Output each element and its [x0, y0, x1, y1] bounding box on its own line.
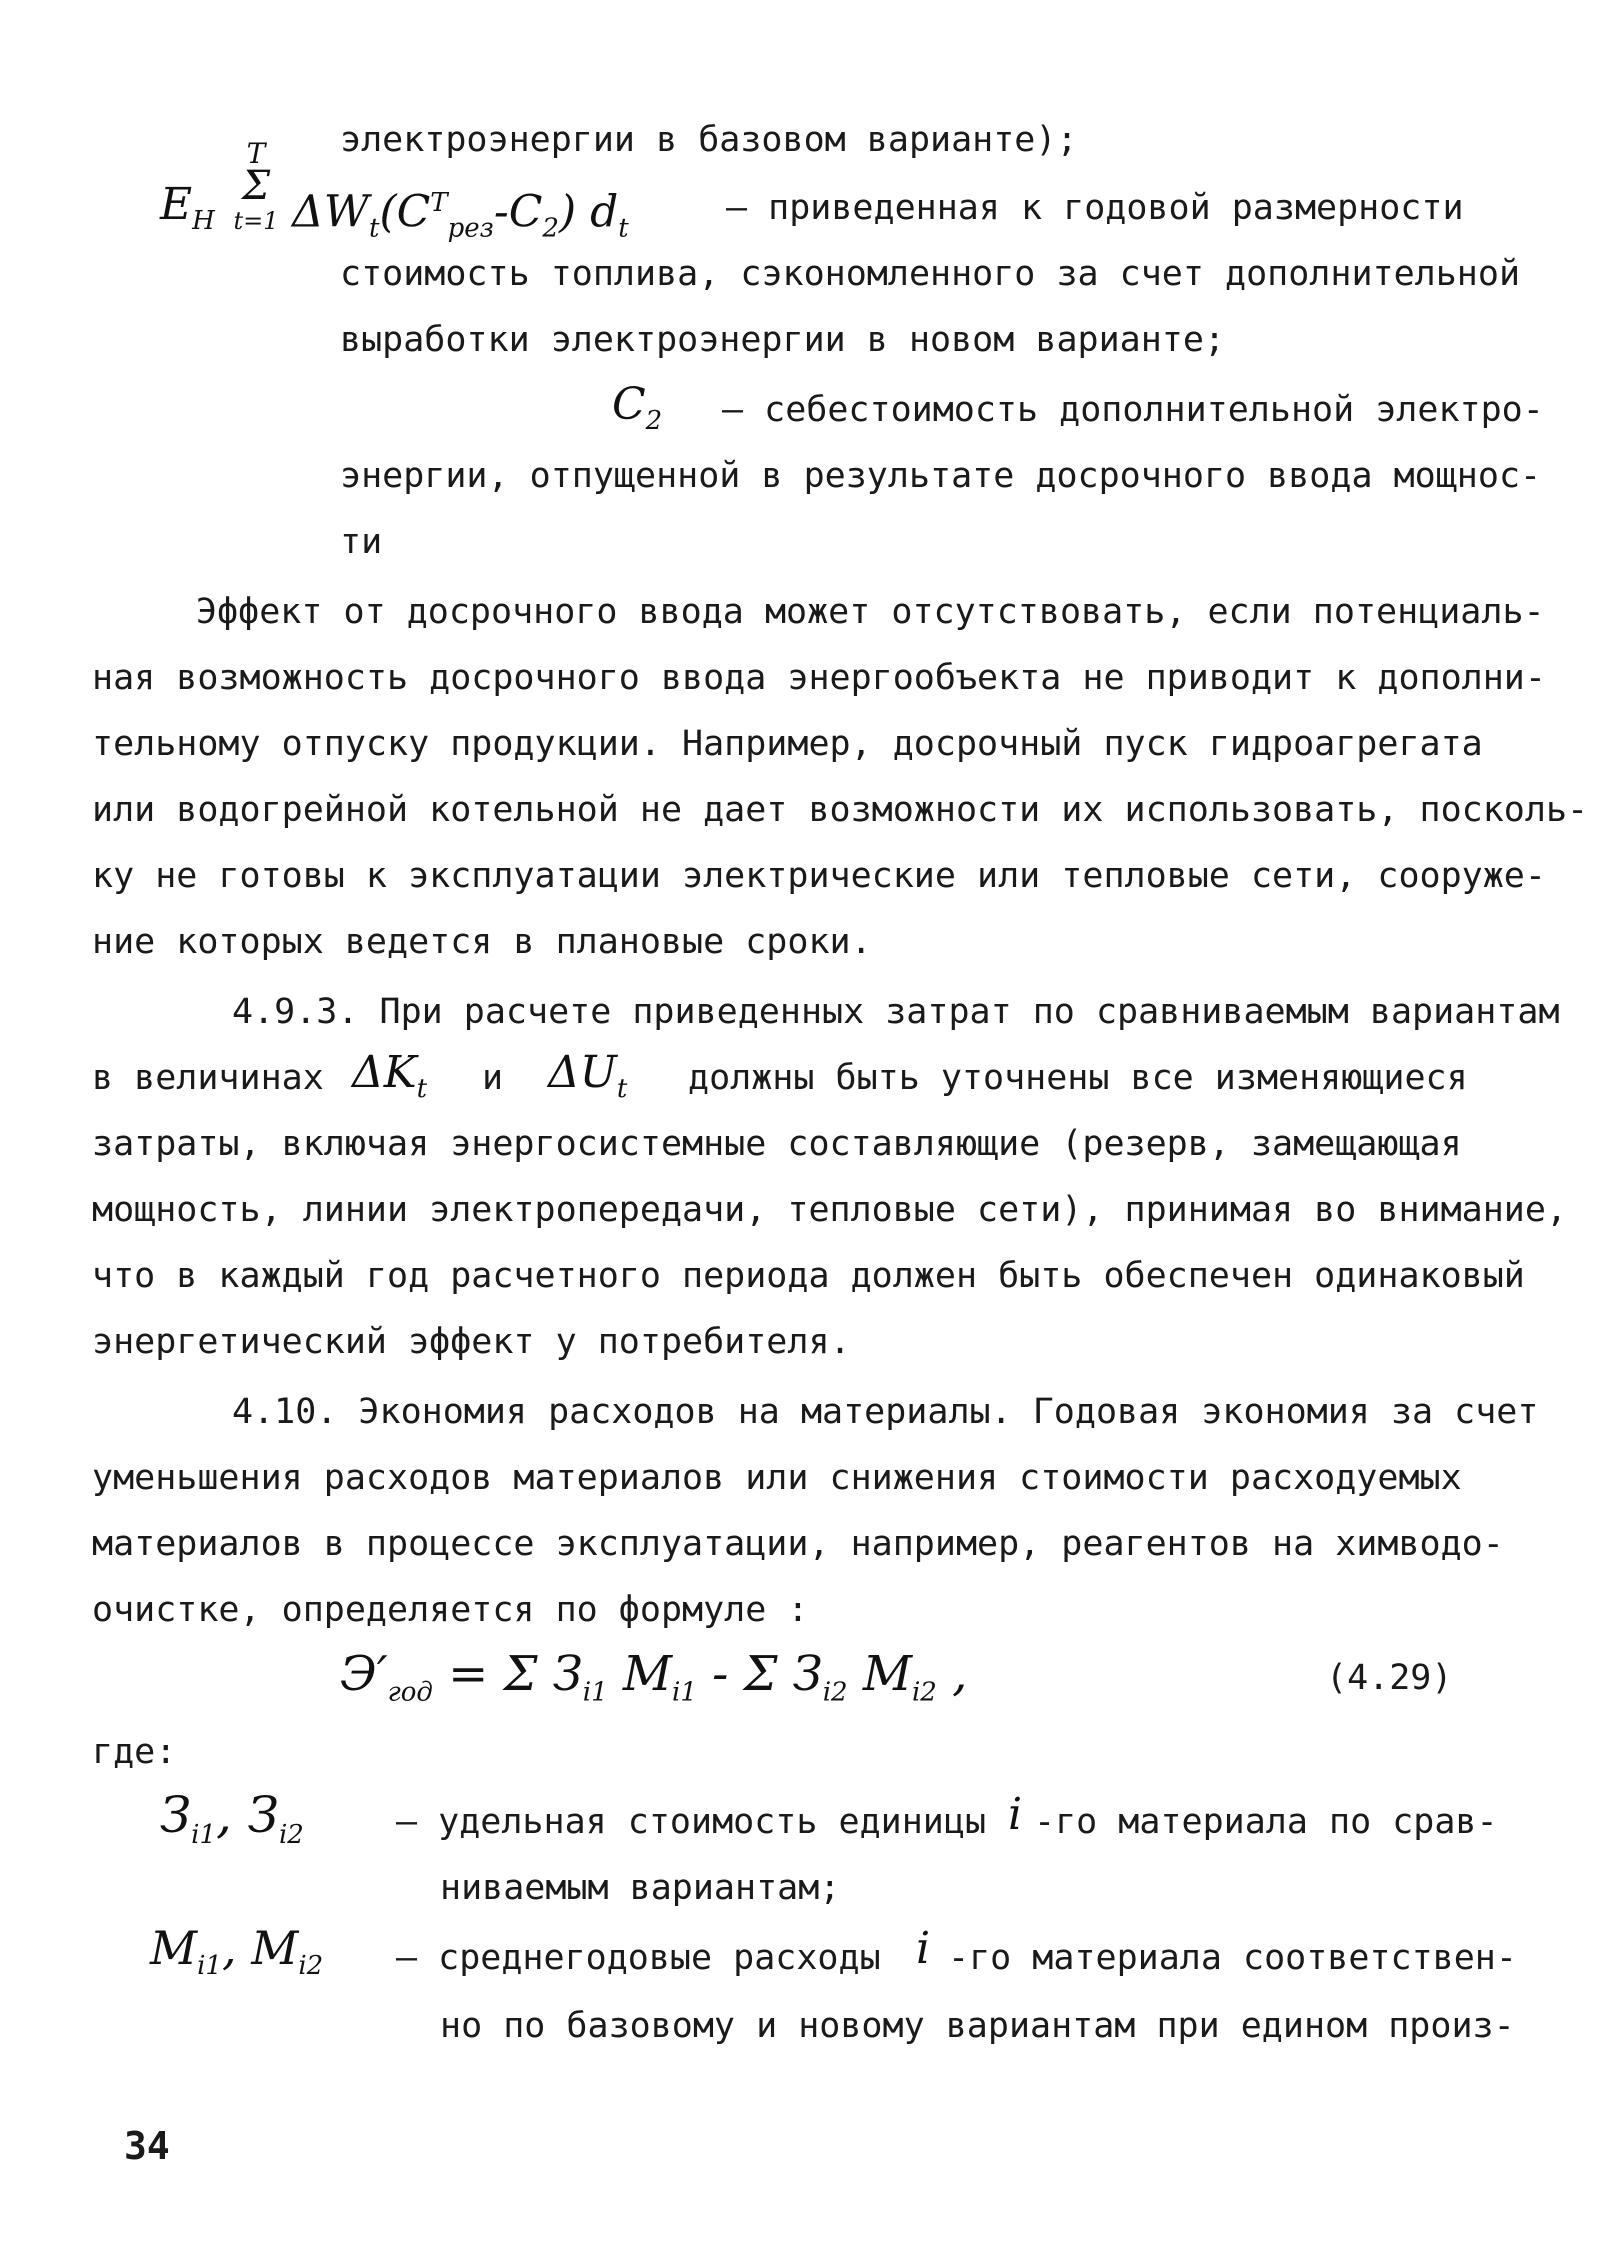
text-line: – удельная стоимость единицы [396, 1802, 987, 1842]
text-line: и [482, 1058, 504, 1098]
page-number: 34 [124, 2124, 170, 2168]
text-line: ти [340, 522, 383, 562]
text-line: стоимость топлива, сэкономленного за счет дополнительной [340, 254, 1521, 294]
text-line: -го материала соответствен- [948, 1938, 1517, 1978]
formula-m-def: $M_{i1}$, $M_{i2}$ [150, 1921, 324, 1982]
equation-4-29: $Э'_{год} = \Sigma$ $З_{i1}$ $M_{i1}$ - Σ $З_{i2}$ $M_{i2}$ , [340, 1646, 968, 1708]
equation-number: (4.29) [1326, 1658, 1453, 1698]
sum-sign: Σ [241, 163, 271, 209]
text-line: что в каждый год расчетного периода должен быть обеспечен одинаковый [92, 1256, 1525, 1296]
text-line: затраты, включая энергосистемные составляющие (резерв, замещающая [92, 1124, 1462, 1164]
formula-du: $\Delta U_t$ [548, 1047, 628, 1104]
formula-en: $E_Н$ [160, 179, 215, 236]
formula-z-def: $З_{i1}$, $З_{i2}$ [160, 1786, 304, 1850]
formula-i: i [916, 1923, 931, 1974]
text-line: энергии, отпущенной в результате досрочного ввода мощнос- [340, 456, 1542, 496]
text-line: материалов в процессе эксплуатации, например, реагентов на химводо- [92, 1524, 1504, 1564]
text-line: но по базовому и новому вариантам при едином произ- [440, 2006, 1515, 2046]
formula-c2: $C_2$ [612, 379, 663, 436]
text-line: ку не готовы к эксплуатации электрические или тепловые сети, сооруже- [92, 856, 1546, 896]
formula-i: i [1008, 1789, 1023, 1840]
text-line: – среднегодовые расходы [396, 1938, 881, 1978]
text-line: уменьшения расходов материалов или снижения стоимости расходуемых [92, 1458, 1462, 1498]
text-line: 4.10. Экономия расходов на материалы. Годовая экономия за счет [232, 1392, 1539, 1432]
text-line: – себестоимость дополнительной электро- [722, 390, 1544, 430]
text-line: ниваемым вариантам; [440, 1868, 841, 1908]
sum-upper-limit: T [246, 137, 266, 170]
text-line: энергетический эффект у потребителя. [92, 1322, 851, 1362]
text-line: или водогрейной котельной не дает возможности их использовать, посколь- [92, 790, 1589, 830]
text-line: должны быть уточнены все изменяющиеся [688, 1058, 1468, 1098]
text-line: ная возможность досрочного ввода энергообъекта не приводит к дополни- [92, 658, 1546, 698]
text-line: в величинах [92, 1058, 324, 1098]
text-line: ние которых ведется в плановые сроки. [92, 922, 872, 962]
formula-dk: $\Delta K_t$ [352, 1047, 428, 1104]
text-line: Эффект от досрочного ввода может отсутствовать, если потенциаль- [196, 592, 1545, 632]
text-line: очистке, определяется по формуле : [92, 1590, 809, 1630]
sum-lower-limit: t=1 [233, 207, 279, 235]
text-line: мощность, линии электропередачи, тепловые сети), принимая во внимание, [92, 1190, 1568, 1230]
text-line: электроэнергии в базовом варианте); [340, 120, 1078, 160]
text-line: – приведенная к годовой размерности [726, 188, 1464, 228]
text-line: -го материала по срав- [1034, 1802, 1498, 1842]
text-line: где: [92, 1732, 177, 1772]
formula-sum-body: $\Delta W_t(C^T_{рез}-C_2)$ $d_t$ [292, 186, 629, 244]
text-line: тельному отпуску продукции. Например, досрочный пуск гидроагрегата [92, 724, 1483, 764]
text-line: 4.9.3. При расчете приведенных затрат по сравниваемым вариантам [232, 992, 1560, 1032]
text-line: выработки электроэнергии в новом варианте; [340, 320, 1226, 360]
